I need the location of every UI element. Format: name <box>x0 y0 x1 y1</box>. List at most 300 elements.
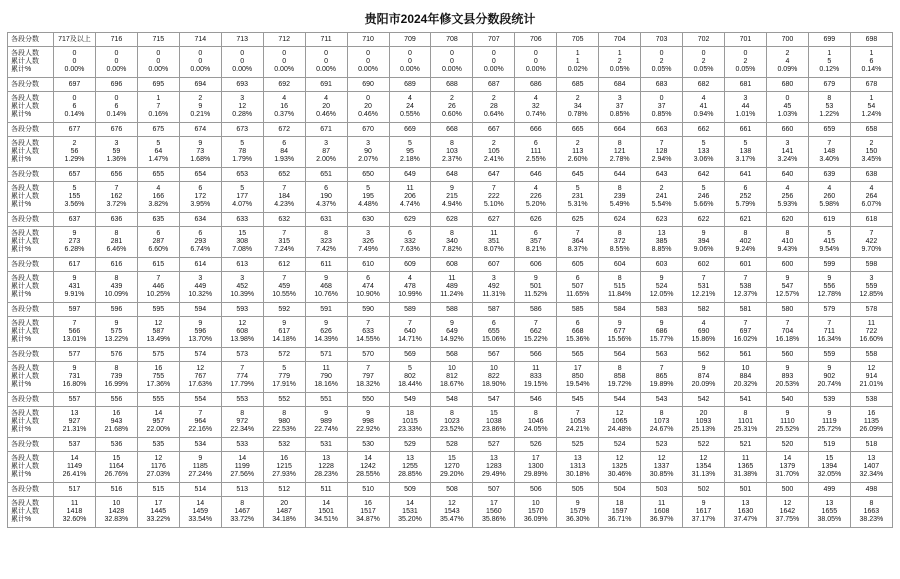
cumulative-value: 1270 <box>444 463 460 470</box>
score-cell: 698 <box>850 33 892 47</box>
percent-value: 28.23% <box>314 471 338 478</box>
percent-value: 6.46% <box>106 246 127 253</box>
cumulative-value: 340 <box>446 238 458 245</box>
stats-cell <box>221 92 263 123</box>
count-value: 8 <box>533 410 538 417</box>
stats-cell <box>808 272 850 303</box>
score-cell: 540 <box>766 393 808 407</box>
count-value: 3 <box>617 95 622 102</box>
count-value: 17 <box>154 500 163 507</box>
score-cell: 652 <box>263 168 305 182</box>
cumulative-value: 410 <box>781 238 794 245</box>
percent-value: 0.05% <box>735 66 756 73</box>
stats-row-labels <box>8 182 54 213</box>
score-cell: 591 <box>305 303 347 317</box>
count-value: 13 <box>406 455 414 462</box>
cumulative-value: 998 <box>362 418 374 425</box>
stats-cell <box>515 497 557 528</box>
percent-value: 1.36% <box>106 156 127 163</box>
count-value: 0 <box>198 50 203 57</box>
score-cell: 676 <box>95 123 137 137</box>
score-cell: 578 <box>850 303 892 317</box>
percent-value: 26.41% <box>62 471 87 478</box>
percent-value: 23.86% <box>481 426 506 433</box>
cumulative-value: 1101 <box>737 418 753 425</box>
count-value: 7 <box>366 365 370 372</box>
stats-cell <box>557 407 599 438</box>
percent-value: 8.55% <box>609 246 630 253</box>
cumulative-value: 172 <box>194 193 207 200</box>
score-cell: 587 <box>473 303 515 317</box>
score-row-label: 各段分数 <box>8 123 54 137</box>
cumulative-value: 0 <box>240 58 245 65</box>
score-cell: 575 <box>137 348 179 362</box>
stats-cell <box>305 137 347 168</box>
count-value: 7 <box>282 275 287 282</box>
percent-value: 0.37% <box>274 111 295 118</box>
percent-value: 22.92% <box>356 426 380 433</box>
cumulative-value: 1597 <box>611 508 628 515</box>
score-cell: 543 <box>641 393 683 407</box>
count-value: 0 <box>366 50 370 57</box>
stats-cell <box>54 182 96 213</box>
score-cell: 537 <box>54 438 96 452</box>
percent-value: 9.43% <box>777 246 798 253</box>
score-header-row <box>8 168 893 182</box>
percent-value: 6.74% <box>190 246 211 253</box>
cumulative-value: 246 <box>697 193 710 200</box>
score-cell: 604 <box>599 258 641 272</box>
cumulative-value: 45 <box>783 103 792 110</box>
cumulative-value: 95 <box>406 148 414 155</box>
cumulative-value: 865 <box>655 373 668 380</box>
stats-cell <box>808 182 850 213</box>
count-value: 0 <box>72 95 77 102</box>
percent-value: 0.60% <box>441 111 462 118</box>
count-value: 6 <box>198 185 203 192</box>
stats-cell <box>766 137 808 168</box>
score-cell: 549 <box>389 393 431 407</box>
percent-value: 16.34% <box>817 336 842 343</box>
percent-value: 15.22% <box>523 336 548 343</box>
score-cell: 663 <box>641 123 683 137</box>
cumulative-value: 711 <box>823 328 835 335</box>
count-value: 0 <box>408 50 412 57</box>
count-value: 17 <box>531 455 540 462</box>
stats-cell <box>515 182 557 213</box>
count-value: 1 <box>575 50 580 57</box>
cumulative-value: 492 <box>488 283 500 290</box>
count-value: 15 <box>448 455 456 462</box>
count-value: 5 <box>282 365 287 372</box>
percent-value: 12.78% <box>817 291 842 298</box>
score-cell: 694 <box>179 78 221 92</box>
score-cell: 576 <box>95 348 137 362</box>
cumulative-value: 264 <box>865 193 878 200</box>
cumulative-value: 2 <box>701 58 706 65</box>
stats-cell <box>95 137 137 168</box>
score-row-label: 各段分数 <box>8 168 54 182</box>
cumulative-value: 884 <box>739 373 752 380</box>
percent-value: 35.47% <box>440 516 464 523</box>
count-value: 8 <box>617 140 622 147</box>
cumulative-label: 累计人数 <box>11 418 39 425</box>
count-value: 0 <box>156 50 161 57</box>
percent-value: 0.00% <box>190 66 211 73</box>
score-cell: 686 <box>515 78 557 92</box>
cumulative-value: 468 <box>320 283 332 290</box>
cumulative-value: 1228 <box>318 463 334 470</box>
score-cell: 600 <box>766 258 808 272</box>
percent-value: 24.05% <box>523 426 548 433</box>
percent-value: 24.48% <box>607 426 632 433</box>
cumulative-value: 1630 <box>737 508 754 515</box>
percent-value: 5.20% <box>525 201 546 208</box>
stats-cell <box>599 362 641 393</box>
percent-value: 2.55% <box>525 156 546 163</box>
stats-cell <box>683 92 725 123</box>
score-cell: 589 <box>389 303 431 317</box>
stats-cell <box>850 497 892 528</box>
stats-cell <box>179 137 221 168</box>
cumulative-value: 1110 <box>780 418 795 425</box>
stats-cell <box>641 362 683 393</box>
count-value: 4 <box>827 185 832 192</box>
percent-label: 累计% <box>11 426 32 433</box>
score-cell: 703 <box>641 33 683 47</box>
count-value: 3 <box>743 95 748 102</box>
stats-cell <box>347 497 389 528</box>
percent-value: 6.60% <box>148 246 169 253</box>
stats-cell <box>766 182 808 213</box>
stats-cell <box>305 407 347 438</box>
stats-cell <box>515 47 557 78</box>
stats-cell <box>766 452 808 483</box>
stats-cell <box>54 92 96 123</box>
cumulative-value: 697 <box>739 328 752 335</box>
stats-cell <box>54 317 96 348</box>
cumulative-value: 822 <box>488 373 500 380</box>
stats-cell <box>347 317 389 348</box>
count-value: 3 <box>114 140 119 147</box>
cumulative-value: 566 <box>68 328 81 335</box>
percent-value: 4.48% <box>358 201 378 208</box>
cumulative-value: 1543 <box>444 508 460 515</box>
stats-cell <box>431 452 473 483</box>
cumulative-value: 103 <box>446 148 458 155</box>
count-label: 各段人数 <box>11 275 39 282</box>
cumulative-value: 5 <box>827 58 832 65</box>
count-value: 8 <box>743 410 748 417</box>
score-cell: 603 <box>641 258 683 272</box>
count-value: 7 <box>743 275 748 282</box>
percent-value: 34.18% <box>272 516 297 523</box>
score-cell: 594 <box>179 303 221 317</box>
cumulative-value: 767 <box>194 373 207 380</box>
percent-value: 4.74% <box>400 201 420 208</box>
percent-value: 10.55% <box>272 291 297 298</box>
count-value: 8 <box>785 230 790 237</box>
percent-value: 14.92% <box>440 336 464 343</box>
count-value: 4 <box>701 95 706 102</box>
stats-cell <box>557 272 599 303</box>
percent-value: 33.22% <box>146 516 171 523</box>
cumulative-value: 2 <box>617 58 622 65</box>
cumulative-label: 累计人数 <box>11 463 39 470</box>
cumulative-value: 64 <box>154 148 163 155</box>
stats-cell <box>263 407 305 438</box>
percent-value: 3.82% <box>148 201 169 208</box>
percent-value: 37.17% <box>691 516 716 523</box>
count-value: 9 <box>701 500 706 507</box>
score-cell: 696 <box>95 78 137 92</box>
stats-cell <box>347 227 389 258</box>
stats-cell <box>305 362 347 393</box>
score-cell: 618 <box>850 213 892 227</box>
cumulative-value: 0 <box>491 58 496 65</box>
stats-cell <box>766 47 808 78</box>
score-cell: 674 <box>179 123 221 137</box>
score-cell: 526 <box>515 438 557 452</box>
cumulative-value: 26 <box>448 103 456 110</box>
percent-value: 7.24% <box>274 246 295 253</box>
percent-value: 12.05% <box>649 291 674 298</box>
count-value: 8 <box>827 95 832 102</box>
score-cell: 712 <box>263 33 305 47</box>
cumulative-value: 148 <box>823 148 836 155</box>
score-cell: 632 <box>263 213 305 227</box>
score-cell: 668 <box>431 123 473 137</box>
score-row-label: 各段分数 <box>8 33 54 47</box>
count-value: 4 <box>156 185 161 192</box>
stats-cell <box>515 137 557 168</box>
score-cell: 688 <box>431 78 473 92</box>
cumulative-value: 1119 <box>822 418 837 425</box>
percent-value: 17.79% <box>230 381 255 388</box>
count-value: 12 <box>154 455 163 462</box>
percent-value: 28.85% <box>398 471 422 478</box>
stats-row <box>8 497 893 528</box>
score-cell: 638 <box>850 168 892 182</box>
score-cell: 541 <box>725 393 767 407</box>
score-cell: 601 <box>725 258 767 272</box>
count-value: 9 <box>827 275 832 282</box>
count-value: 7 <box>491 185 496 192</box>
cumulative-value: 351 <box>488 238 500 245</box>
score-cell: 709 <box>389 33 431 47</box>
score-cell: 544 <box>599 393 641 407</box>
score-cell: 529 <box>389 438 431 452</box>
percent-label: 累计% <box>11 291 32 298</box>
cumulative-value: 501 <box>529 283 542 290</box>
cumulative-value: 6 <box>869 58 874 65</box>
stats-row <box>8 47 893 78</box>
cumulative-value: 964 <box>194 418 207 425</box>
cumulative-value: 587 <box>152 328 165 335</box>
score-cell: 561 <box>725 348 767 362</box>
score-cell: 670 <box>347 123 389 137</box>
score-cell: 637 <box>54 213 96 227</box>
count-value: 6 <box>533 140 538 147</box>
stats-cell <box>389 452 431 483</box>
percent-value: 12.37% <box>733 291 758 298</box>
score-header-row <box>8 33 893 47</box>
cumulative-value: 1608 <box>653 508 670 515</box>
count-value: 7 <box>785 320 790 327</box>
percent-value: 1.79% <box>232 156 253 163</box>
cumulative-value: 0 <box>533 58 538 65</box>
count-value: 1 <box>827 50 832 57</box>
score-cell: 700 <box>766 33 808 47</box>
count-label: 各段人数 <box>11 185 39 192</box>
count-value: 9 <box>659 320 664 327</box>
score-cell: 502 <box>683 483 725 497</box>
stats-row <box>8 137 893 168</box>
stats-cell <box>641 407 683 438</box>
cumulative-value: 531 <box>697 283 710 290</box>
cumulative-value: 1185 <box>192 463 208 470</box>
stats-cell <box>766 272 808 303</box>
percent-value: 9.70% <box>861 246 882 253</box>
cumulative-value: 56 <box>70 148 79 155</box>
stats-cell <box>95 317 137 348</box>
stats-cell <box>54 227 96 258</box>
count-value: 3 <box>366 140 370 147</box>
stats-cell <box>305 47 347 78</box>
percent-value: 1.22% <box>819 111 840 118</box>
cumulative-value: 59 <box>112 148 121 155</box>
cumulative-value: 914 <box>865 373 878 380</box>
score-cell: 697 <box>54 78 96 92</box>
percent-value: 15.86% <box>691 336 716 343</box>
percent-value: 11.24% <box>440 291 464 298</box>
stats-cell <box>515 272 557 303</box>
count-value: 8 <box>240 410 245 417</box>
count-value: 6 <box>491 320 496 327</box>
count-value: 13 <box>322 455 330 462</box>
cumulative-value: 231 <box>571 193 584 200</box>
score-cell: 666 <box>515 123 557 137</box>
count-value: 7 <box>114 185 119 192</box>
count-value: 9 <box>449 185 454 192</box>
count-value: 12 <box>699 455 708 462</box>
stats-cell <box>431 92 473 123</box>
cumulative-value: 155 <box>68 193 81 200</box>
stats-cell <box>641 272 683 303</box>
stats-cell <box>515 227 557 258</box>
score-cell: 689 <box>389 78 431 92</box>
count-value: 15 <box>825 455 834 462</box>
count-value: 3 <box>491 275 496 282</box>
cumulative-label: 累计人数 <box>11 328 39 335</box>
score-cell: 555 <box>137 393 179 407</box>
count-value: 5 <box>701 185 706 192</box>
count-label: 各段人数 <box>11 455 39 462</box>
percent-value: 0.85% <box>651 111 672 118</box>
score-cell: 695 <box>137 78 179 92</box>
cumulative-value: 538 <box>739 283 752 290</box>
score-cell: 525 <box>557 438 599 452</box>
count-value: 14 <box>154 410 163 417</box>
percent-value: 36.09% <box>523 516 548 523</box>
cumulative-value: 184 <box>278 193 290 200</box>
score-cell: 533 <box>221 438 263 452</box>
count-value: 2 <box>575 95 580 102</box>
score-cell: 598 <box>850 258 892 272</box>
cumulative-value: 357 <box>529 238 542 245</box>
count-label: 各段人数 <box>11 500 39 507</box>
stats-cell <box>347 47 389 78</box>
stats-cell <box>389 182 431 213</box>
percent-value: 4.37% <box>316 201 337 208</box>
score-cell: 667 <box>473 123 515 137</box>
percent-value: 2.07% <box>358 156 378 163</box>
score-cell: 634 <box>179 213 221 227</box>
cumulative-value: 287 <box>152 238 165 245</box>
stats-row-labels <box>8 47 54 78</box>
percent-label: 累计% <box>11 201 32 208</box>
percent-value: 2.41% <box>483 156 504 163</box>
score-cell: 515 <box>137 483 179 497</box>
score-cell: 653 <box>221 168 263 182</box>
cumulative-value: 73 <box>196 148 205 155</box>
score-cell: 560 <box>766 348 808 362</box>
cumulative-value: 133 <box>697 148 710 155</box>
cumulative-value: 1053 <box>569 418 586 425</box>
count-value: 0 <box>743 50 748 57</box>
score-cell: 509 <box>389 483 431 497</box>
count-value: 16 <box>112 410 121 417</box>
cumulative-value: 893 <box>781 373 794 380</box>
stats-cell <box>599 182 641 213</box>
percent-value: 27.56% <box>230 471 255 478</box>
score-cell: 648 <box>431 168 473 182</box>
cumulative-value: 281 <box>110 238 123 245</box>
count-value: 6 <box>156 230 161 237</box>
percent-value: 0.16% <box>148 111 169 118</box>
percent-value: 0.21% <box>190 111 211 118</box>
score-cell: 616 <box>95 258 137 272</box>
stats-cell <box>305 497 347 528</box>
cumulative-value: 141 <box>781 148 794 155</box>
stats-row-labels <box>8 227 54 258</box>
cumulative-value: 1149 <box>66 463 82 470</box>
cumulative-value: 626 <box>320 328 332 335</box>
percent-value: 32.60% <box>62 516 87 523</box>
score-cell: 673 <box>221 123 263 137</box>
percent-value: 0.12% <box>819 66 840 73</box>
score-cell: 661 <box>725 123 767 137</box>
stats-cell <box>515 92 557 123</box>
score-cell: 626 <box>515 213 557 227</box>
cumulative-value: 972 <box>236 418 249 425</box>
stats-row-labels <box>8 272 54 303</box>
count-value: 12 <box>615 455 624 462</box>
cumulative-value: 326 <box>362 238 374 245</box>
score-cell: 580 <box>766 303 808 317</box>
stats-cell <box>431 317 473 348</box>
stats-cell <box>641 137 683 168</box>
count-value: 4 <box>785 185 790 192</box>
count-value: 7 <box>533 320 538 327</box>
percent-value: 14.39% <box>314 336 338 343</box>
score-header-row <box>8 258 893 272</box>
count-value: 9 <box>324 275 329 282</box>
percent-value: 12.21% <box>691 291 716 298</box>
cumulative-value: 1038 <box>486 418 502 425</box>
count-label: 各段人数 <box>11 410 39 417</box>
count-value: 6 <box>198 230 203 237</box>
